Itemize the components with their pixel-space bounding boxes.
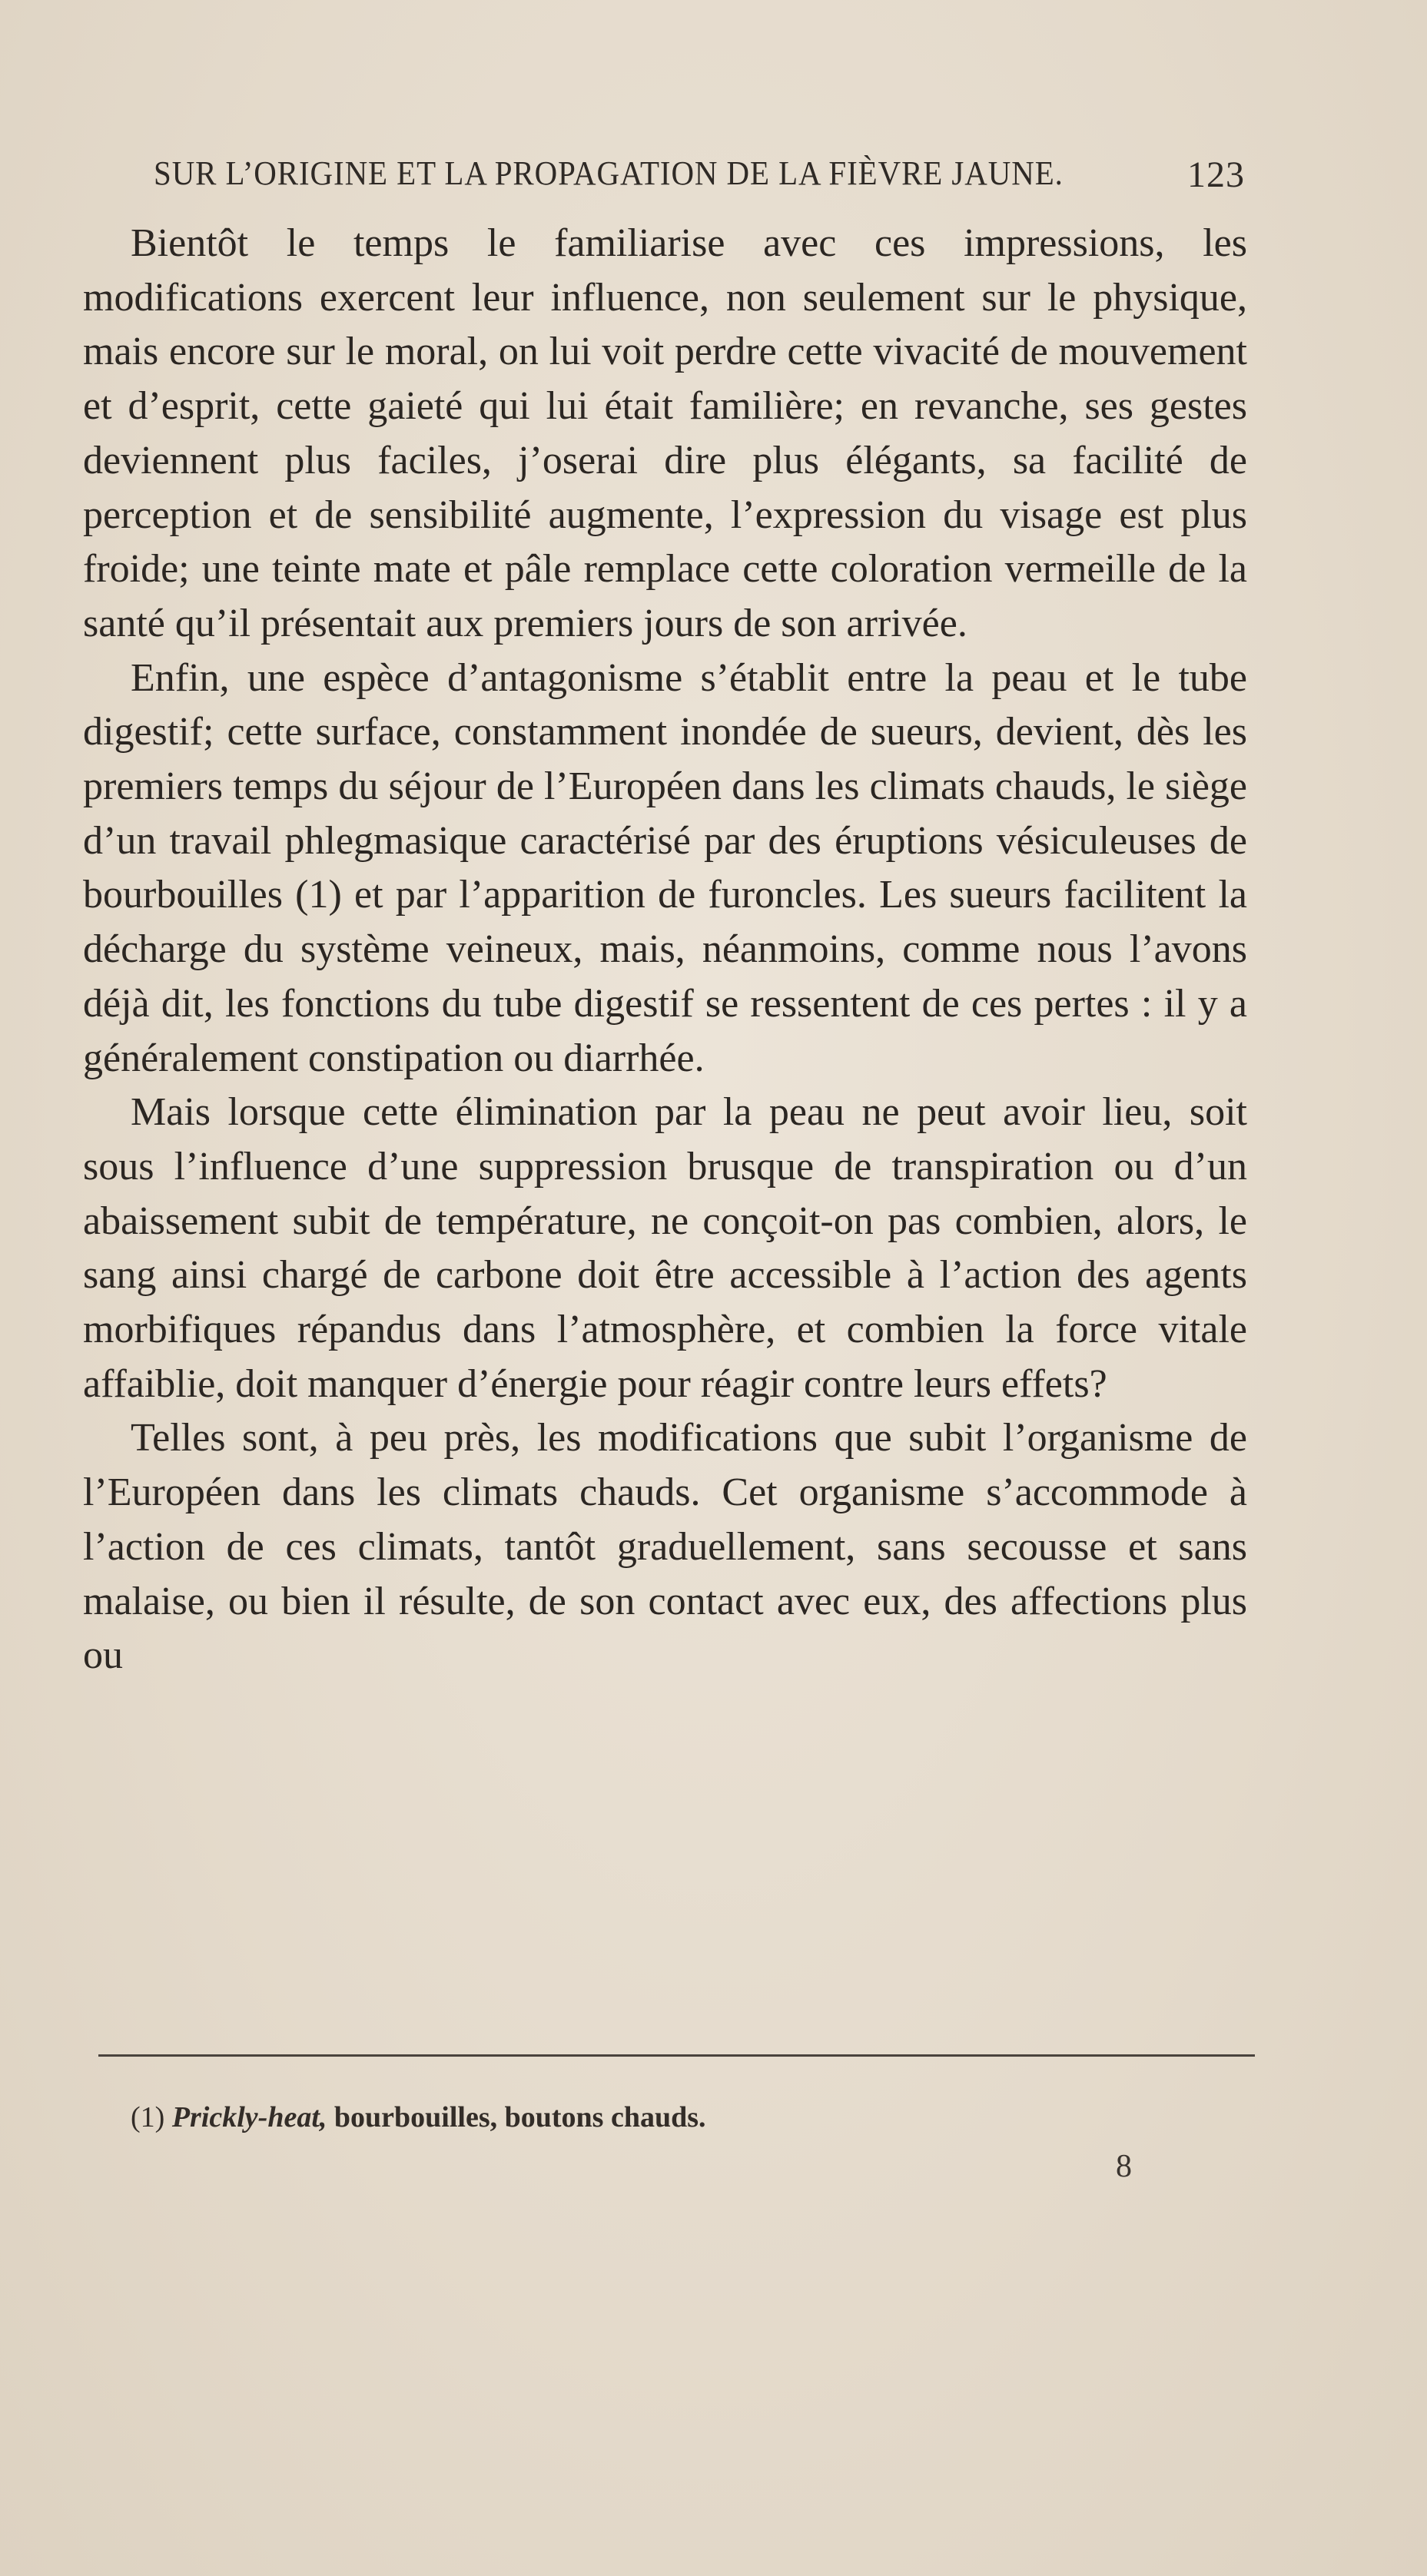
running-title: SUR L’ORIGINE ET LA PROPAGATION DE LA FIÈVRE JAUNE.: [154, 154, 1064, 192]
footnote-term: Prickly-heat,: [171, 2101, 327, 2133]
paragraph-1: Bientôt le temps le familiarise avec ces impressions, les modifications exercent leur influence, non seulement sur le physique, mais encore sur le moral, on lui voit perdre cette vivacité de mouvement et d’esprit, cette gaieté qui lui était familière; en revanche, ses gestes deviennent plus faciles, j’oserai dire plus élégants, sa facilité de perception et de sensibilité augmente, l’expression du visage est plus froide; une teinte mate et pâle remplace cette coloration vermeille de la santé qu’il présentait aux premiers jours de son arrivée.: [83, 221, 1247, 645]
paragraph-4: Telles sont, à peu près, les modifications que subit l’organisme de l’Européen dans les climats chauds. Cet organisme s’accommode à l’action de ces climats, tantôt graduellement, sans secousse et sans malaise, ou bien il résulte, de son contact avec eux, des affections plus ou: [83, 1416, 1247, 1678]
page-number: 123: [1187, 154, 1245, 195]
signature-mark: 8: [1116, 2149, 1132, 2184]
running-head: [154, 154, 1245, 200]
footnote-rule: [98, 2054, 1255, 2057]
footnote-text: bourbouilles, boutons chauds.: [334, 2101, 706, 2133]
paragraph-2: Enfin, une espèce d’antagonisme s’établit entre la peau et le tube digestif; cette surface, constamment inondée de sueurs, devient, dès les premiers temps du séjour de l’Européen dans les climats chauds, le siège d’un travail phlegmasique caractérisé par des éruptions vésiculeuses de bourbouilles (1) et par l’apparition de furoncles. Les sueurs facilitent la décharge du système veineux, mais, néanmoins, comme nous l’avons déjà dit, les fonctions du tube digestif se ressentent de ces pertes : il y a généralement constipation ou diarrhée.: [83, 655, 1247, 1080]
paragraph-3: Mais lorsque cette élimination par la peau ne peut avoir lieu, soit sous l’influence d’une suppression brusque de transpiration ou d’un abaissement subit de température, ne conçoit-on pas combien, alors, le sang ainsi chargé de carbone doit être accessible à l’action des agents morbifiques répandus dans l’atmosphère, et combien la force vitale affaiblie, doit manquer d’énergie pour réagir contre leurs effets?: [83, 1090, 1247, 1406]
body-text: [83, 217, 1247, 1683]
footnote: [131, 2099, 1206, 2136]
footnote-marker: (1): [131, 2101, 165, 2133]
